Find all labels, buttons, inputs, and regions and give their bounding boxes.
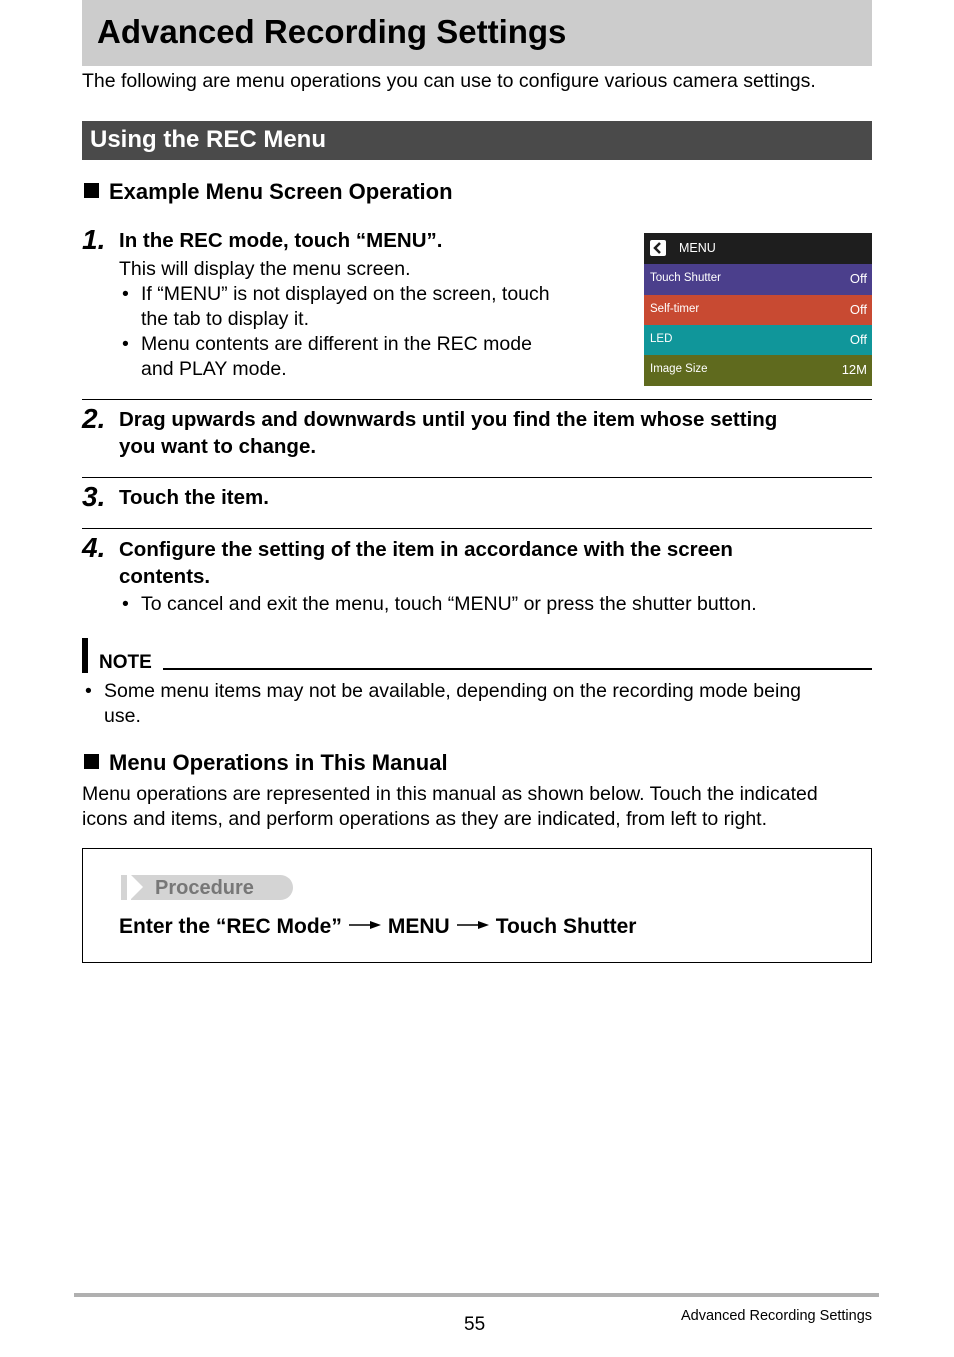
menu-row-image-size: Image Size 12M (644, 355, 872, 386)
procedure-tag-label: Procedure (155, 877, 254, 899)
right-arrow-icon (348, 910, 382, 920)
example-heading (84, 179, 453, 205)
step-heading: In the REC mode, touch “MENU”. (119, 229, 443, 252)
note-rule (163, 668, 872, 670)
menu-ops-heading (84, 750, 448, 776)
footer-rule (74, 1293, 879, 1297)
step-heading: Touch the item. (119, 486, 269, 509)
step-number: 2. (82, 403, 106, 434)
intro-text: The following are menu operations you can use to configure various camera settings. (82, 70, 816, 92)
step-number: 4. (82, 532, 106, 563)
menu-title: MENU (679, 241, 716, 255)
step-number: 1. (82, 224, 106, 255)
step-number: 3. (82, 481, 106, 512)
step-heading: Configure the setting of the item in accordance with the screen contents. (119, 538, 733, 588)
menu-header (644, 233, 872, 264)
bullet-item: • Menu contents are different in the REC mode and PLAY mode. (122, 333, 532, 380)
square-bullet-icon (84, 754, 99, 769)
note-label: NOTE (99, 652, 152, 673)
divider (82, 477, 872, 478)
note-bullet: • Some menu items may not be available, depending on the recording mode being use. (85, 680, 802, 727)
example-heading-text: Example Menu Screen Operation (109, 179, 453, 204)
bullet-item: • To cancel and exit the menu, touch “MENU” or press the shutter button. (122, 593, 757, 615)
procedure-steps (119, 910, 636, 941)
procedure-step: Touch Shutter (495, 915, 637, 938)
page-number: 55 (464, 1314, 486, 1335)
step-heading: Drag upwards and downwards until you find the item whose setting you want to change. (119, 408, 778, 458)
menu-row-self-timer: Self-timer Off (644, 295, 872, 326)
menu-ops-text: Menu operations are represented in this manual as shown below. Touch the indicated icons and items, and perform operations as they are indicated, from left to right. (82, 783, 818, 830)
procedure-step: MENU (387, 915, 450, 938)
page-title: Advanced Recording Settings (97, 13, 567, 50)
step-body: This will display the menu screen. (119, 258, 411, 280)
square-bullet-icon (84, 183, 99, 198)
menu-row-led: LED Off (644, 325, 872, 356)
menu-screen-image (644, 233, 872, 386)
menu-ops-heading-text: Menu Operations in This Manual (109, 750, 448, 775)
section-title: Using the REC Menu (90, 126, 327, 153)
divider (82, 528, 872, 529)
divider (82, 399, 872, 400)
footer-section-title: Advanced Recording Settings (681, 1308, 873, 1324)
menu-row-touch-shutter: Touch Shutter Off (644, 264, 872, 295)
procedure-box (82, 848, 872, 963)
note-marker (82, 638, 88, 673)
back-icon (650, 240, 666, 256)
bullet-item: • If “MENU” is not displayed on the screen, touch the tab to display it. (122, 283, 550, 330)
right-arrow-icon (456, 910, 490, 920)
procedure-step: Enter the “REC Mode” (119, 915, 342, 938)
procedure-tag-arrow-icon (131, 875, 143, 899)
